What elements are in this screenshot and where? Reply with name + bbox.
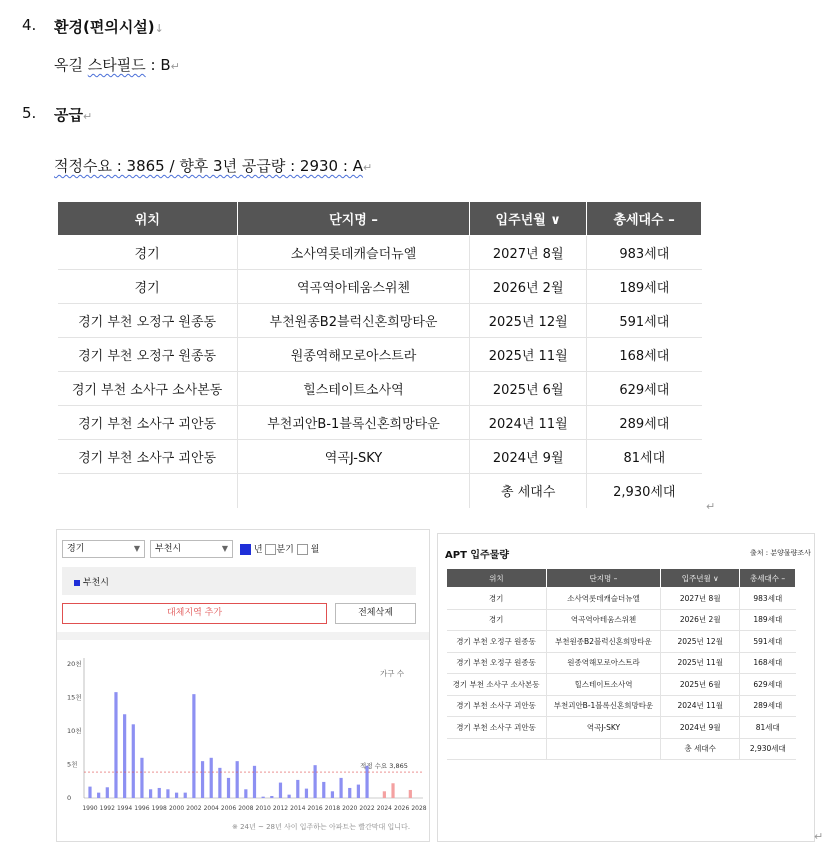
apt-table-cell: 소사역롯데캐슬더뉴엘 (546, 588, 661, 610)
supply-table-cell: 경기 부천 소사구 괴안동 (58, 440, 238, 474)
section-4-line (54, 54, 180, 75)
apt-table-cell: 역곡역아테움스위첸 (546, 609, 661, 631)
apt-table-cell: 역곡J-SKY (546, 717, 661, 739)
bar (288, 795, 291, 798)
supply-table-row (58, 440, 702, 474)
bar (322, 782, 325, 798)
section-4-line-suffix: : B (145, 56, 171, 74)
supply-table-header-0[interactable]: 위치 (58, 202, 238, 236)
bar (348, 788, 351, 798)
bar (132, 724, 135, 798)
apt-table-cell: 경기 부천 오정구 원종동 (447, 652, 547, 674)
section-4-number: 4. (22, 16, 37, 34)
apt-table-cell: 경기 (447, 588, 547, 610)
supply-table-row (58, 474, 702, 508)
apt-table-cell: 189세대 (740, 609, 796, 631)
y-tick-label: 0 (67, 794, 72, 802)
bar (106, 787, 109, 798)
apt-table-cell: 81세대 (740, 717, 796, 739)
supply-table-cell: 역곡J-SKY (237, 440, 470, 474)
x-tick-label: 2022 (359, 805, 375, 812)
supply-table-header-2[interactable]: 입주년월 ∨ (470, 202, 587, 236)
x-tick-label: 2028 (411, 805, 427, 812)
bar (210, 758, 213, 798)
apt-table-cell: 2024년 9월 (661, 717, 740, 739)
apt-table-cell: 289세대 (740, 695, 796, 717)
supply-table-cell: 2024년 9월 (470, 440, 587, 474)
apt-table-row (447, 695, 796, 717)
x-tick-label: 2014 (290, 805, 306, 812)
supply-table-cell: 부천원종B2블럭신혼희망타운 (237, 304, 470, 338)
bar (227, 778, 230, 798)
supply-table-row (58, 372, 702, 406)
supply-table-row (58, 304, 702, 338)
supply-table-cell: 경기 부천 소사구 소사본동 (58, 372, 238, 406)
supply-table-cell (237, 474, 470, 508)
year-checkbox-label: 년 (253, 545, 263, 555)
apt-table-cell (447, 738, 547, 760)
x-tick-label: 2012 (272, 805, 289, 812)
region-select-value: 경기 (67, 544, 85, 554)
section-4-heading (54, 16, 164, 37)
supply-table-cell: 경기 부천 오정구 원종동 (58, 304, 238, 338)
apt-table-cell: 2026년 2월 (661, 609, 740, 631)
bar (253, 766, 256, 798)
supply-table-cell: 힐스테이트소사역 (237, 372, 470, 406)
supply-table (57, 201, 702, 508)
para-mark: ↵ (170, 60, 180, 73)
section-5-title: 공급 (54, 106, 83, 124)
bar (192, 694, 195, 798)
apt-table-cell: 2025년 11월 (661, 652, 740, 674)
legend-label: 부천시 (82, 578, 109, 588)
apt-table-header-0[interactable]: 위치 (447, 569, 547, 588)
chart-footnote: ※ 24년 ~ 28년 사이 입주하는 아파트는 빨간막대 입니다. (232, 823, 411, 831)
x-tick-label: 1994 (116, 805, 133, 812)
bar (114, 692, 117, 798)
chevron-down-icon: ▼ (221, 544, 228, 553)
apt-table-cell: 경기 부천 오정구 원종동 (447, 631, 547, 653)
apt-table-row (447, 717, 796, 739)
section-5-number: 5. (22, 104, 37, 122)
supply-table-cell: 2024년 11월 (470, 406, 587, 440)
x-tick-label: 2006 (220, 805, 237, 812)
apt-table-cell: 2025년 6월 (661, 674, 740, 696)
apt-table-header-1[interactable]: 단지명 – (546, 569, 661, 588)
bar (123, 714, 126, 798)
x-tick-label: 2018 (324, 805, 341, 812)
supply-table-header-3[interactable]: 총세대수 – (587, 202, 702, 236)
para-mark: ↵ (706, 500, 716, 513)
y-tick-label: 10천 (67, 727, 82, 735)
supply-table-cell: 168세대 (587, 338, 702, 372)
city-select[interactable] (150, 540, 233, 558)
quarter-checkbox[interactable] (265, 544, 276, 555)
supply-table-cell: 629세대 (587, 372, 702, 406)
apt-table-cell: 경기 부천 소사구 소사본동 (447, 674, 547, 696)
supply-table-cell: 경기 부천 오정구 원종동 (58, 338, 238, 372)
bar (140, 758, 143, 798)
apt-panel-source: 출처 : 분양물량조사 (750, 549, 811, 557)
city-select-value: 부천시 (155, 544, 182, 554)
apt-table-row (447, 588, 796, 610)
apt-panel-title: APT 입주물량 (445, 550, 510, 561)
month-checkbox-label: 월 (310, 545, 320, 555)
bar (409, 790, 412, 798)
x-tick-label: 2024 (376, 805, 393, 812)
period-options (240, 542, 319, 555)
bar (88, 787, 91, 798)
apt-table-cell: 원종역해모로아스트라 (546, 652, 661, 674)
section-5-heading (54, 104, 92, 125)
demand-label: 적정 수요 3,865 (360, 762, 408, 771)
apt-supply-panel (437, 533, 815, 842)
month-checkbox[interactable] (297, 544, 308, 555)
supply-bar-chart (57, 650, 429, 820)
apt-table-row (447, 652, 796, 674)
apt-table-cell: 168세대 (740, 652, 796, 674)
bar (262, 797, 265, 798)
x-tick-label: 2008 (238, 805, 254, 812)
supply-table-cell: 2026년 2월 (470, 270, 587, 304)
bar (314, 765, 317, 798)
apt-table-cell: 591세대 (740, 631, 796, 653)
supply-table-cell: 2025년 12월 (470, 304, 587, 338)
quarter-checkbox-label: 분기 (276, 545, 294, 555)
bar (201, 761, 204, 798)
supply-table-cell: 부천괴안B-1블록신혼희망타운 (237, 406, 470, 440)
bar (244, 789, 247, 798)
legend-box (62, 567, 416, 595)
x-tick-label: 2016 (307, 805, 323, 812)
para-mark: ↓ (154, 22, 164, 35)
bar (383, 791, 386, 798)
apt-table-cell: 경기 (447, 609, 547, 631)
apt-table-cell: 983세대 (740, 588, 796, 610)
supply-table-cell: 역곡역아테움스위첸 (237, 270, 470, 304)
supply-table-row (58, 406, 702, 440)
y-tick-label: 15천 (67, 693, 82, 702)
section-4-title: 환경(편의시설) (54, 18, 155, 36)
add-region-button[interactable]: 대체지역 추가 (62, 603, 327, 624)
supply-table-cell: 289세대 (587, 406, 702, 440)
supply-table-cell: 2025년 6월 (470, 372, 587, 406)
apt-table-row (447, 674, 796, 696)
section-5-line-text: 적정수요 : 3865 / 향후 3년 공급량 : 2930 : A (54, 157, 363, 175)
apt-table-cell: 2,930세대 (740, 738, 796, 760)
section-4-line-prefix: 옥길 (54, 56, 83, 74)
apt-table-header-3[interactable]: 총세대수 – (740, 569, 796, 588)
supply-table-cell: 경기 (58, 236, 238, 270)
apt-table-cell: 경기 부천 소사구 괴안동 (447, 717, 547, 739)
bar (365, 766, 368, 798)
bar (331, 791, 334, 798)
delete-all-button[interactable]: 전체삭제 (335, 603, 416, 624)
para-mark: ↵ (362, 161, 373, 174)
supply-table-cell: 경기 부천 소사구 괴안동 (58, 406, 238, 440)
bar (391, 783, 394, 798)
x-tick-label: 2026 (394, 805, 410, 812)
supply-table-row (58, 338, 702, 372)
apt-supply-table (446, 568, 796, 760)
supply-table-cell: 81세대 (587, 440, 702, 474)
x-tick-label: 1990 (82, 805, 98, 812)
supply-table-cell: 2025년 11월 (470, 338, 587, 372)
supply-table-cell: 원종역해모로아스트라 (237, 338, 470, 372)
supply-table-cell: 총 세대수 (470, 474, 587, 508)
bar (97, 793, 100, 798)
para-mark: ↵ (814, 830, 824, 843)
apt-table-row (447, 609, 796, 631)
region-select[interactable] (62, 540, 145, 558)
legend-swatch (74, 580, 80, 586)
apt-table-row (447, 631, 796, 653)
supply-table-row (58, 270, 702, 304)
apt-table-cell: 부천괴안B-1블록신혼희망타운 (546, 695, 661, 717)
x-tick-label: 2002 (186, 805, 202, 812)
divider (57, 632, 429, 640)
chart-panel (56, 529, 430, 842)
apt-table-cell: 힐스테이트소사역 (546, 674, 661, 696)
apt-table-row (447, 738, 796, 760)
bar (339, 778, 342, 798)
supply-table-cell: 경기 (58, 270, 238, 304)
apt-table-cell: 2024년 11월 (661, 695, 740, 717)
chevron-down-icon: ▼ (133, 544, 140, 553)
x-tick-label: 1996 (134, 805, 150, 812)
x-tick-label: 1992 (99, 805, 115, 812)
bar (175, 793, 178, 798)
apt-table-header-2[interactable]: 입주년월 ∨ (661, 569, 740, 588)
supply-table-row (58, 236, 702, 270)
x-tick-label: 1998 (151, 805, 167, 812)
section-5-line (54, 155, 372, 176)
bar (236, 761, 239, 798)
section-4-line-underlined: 스타필드 (87, 56, 146, 74)
supply-table-cell: 소사역롯데캐슬더뉴엘 (237, 236, 470, 270)
apt-table-cell: 629세대 (740, 674, 796, 696)
bar (166, 789, 169, 798)
year-checkbox[interactable] (240, 544, 251, 555)
supply-table-cell: 2027년 8월 (470, 236, 587, 270)
x-tick-label: 2020 (342, 805, 358, 812)
bar (149, 789, 152, 798)
supply-table-cell: 189세대 (587, 270, 702, 304)
x-tick-label: 2004 (203, 805, 219, 812)
y-tick-label: 5천 (67, 760, 78, 769)
bar (357, 785, 360, 798)
bar (270, 796, 273, 798)
bar (305, 789, 308, 798)
supply-table-cell: 591세대 (587, 304, 702, 338)
apt-table-cell: 부천원종B2블럭신혼희망타운 (546, 631, 661, 653)
apt-table-cell: 2027년 8월 (661, 588, 740, 610)
x-tick-label: 2000 (168, 805, 185, 812)
chart-unit-label: 가구 수 (380, 669, 405, 678)
apt-table-cell (546, 738, 661, 760)
apt-table-cell: 경기 부천 소사구 괴안동 (447, 695, 547, 717)
para-mark: ↵ (82, 110, 93, 123)
bar (158, 788, 161, 798)
bar (296, 780, 299, 798)
apt-table-cell: 2025년 12월 (661, 631, 740, 653)
x-tick-label: 2010 (255, 805, 271, 812)
apt-table-cell: 총 세대수 (661, 738, 740, 760)
bar (184, 793, 187, 798)
supply-table-cell (58, 474, 238, 508)
bar (279, 783, 282, 798)
supply-table-cell: 2,930세대 (613, 485, 676, 501)
y-tick-label: 20천 (67, 660, 82, 668)
supply-table-header-1[interactable]: 단지명 – (237, 202, 470, 236)
supply-table-cell: 983세대 (587, 236, 702, 270)
